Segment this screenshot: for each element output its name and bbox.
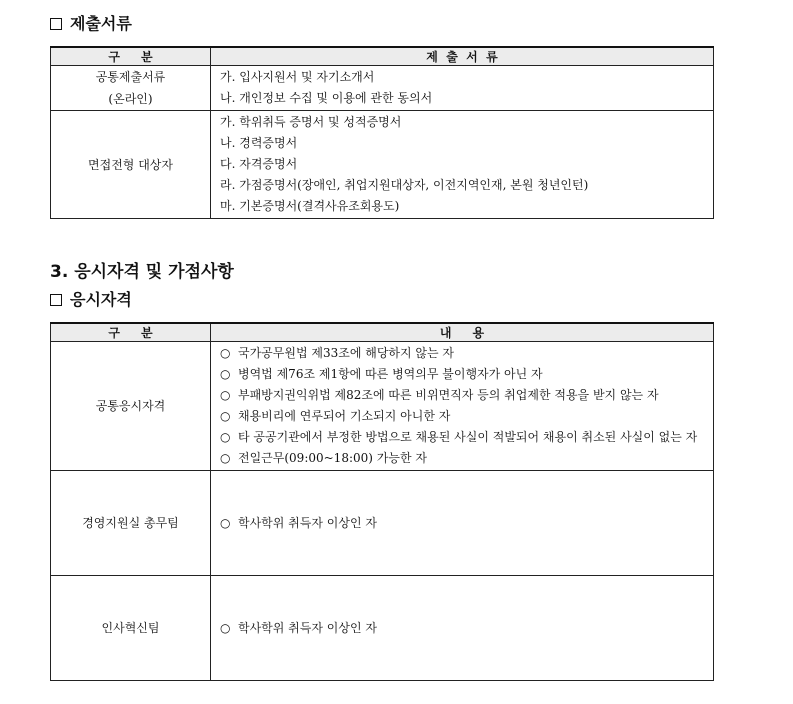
- checkbox-square-icon: [50, 294, 62, 306]
- row-category: 경영지원실 총무팀: [51, 471, 211, 576]
- list-item: ○ 부패방지권익위법 제82조에 따른 비위면직자 등의 취업제한 적용을 받지 않는 자: [220, 385, 713, 406]
- circle-bullet-icon: ○: [220, 451, 231, 465]
- section-title: 3. 응시자격 및 가점사항: [50, 262, 234, 282]
- table-row: [51, 342, 714, 471]
- row-category: 면접전형 대상자: [51, 111, 211, 219]
- submission-documents-table: [50, 46, 714, 219]
- circle-bullet-icon: ○: [220, 388, 231, 402]
- list-item: ○ 국가공무원법 제33조에 해당하지 않는 자: [220, 343, 713, 364]
- list-item: ○ 학사학위 취득자 이상인 자: [220, 513, 713, 534]
- heading-text: 응시자격: [70, 290, 132, 309]
- circle-bullet-icon: ○: [220, 346, 231, 360]
- row-content: [211, 342, 714, 471]
- row-content: [211, 576, 714, 681]
- category-line: 공통제출서류: [95, 70, 166, 84]
- list-item: 가. 입사지원서 및 자기소개서: [220, 70, 375, 84]
- row-category: 인사혁신팀: [51, 576, 211, 681]
- checkbox-square-icon: [50, 18, 62, 30]
- list-item: 가. 학위취득 증명서 및 성적증명서: [220, 115, 402, 129]
- list-item: ○ 병역법 제76조 제1항에 따른 병역의무 불이행자가 아닌 자: [220, 364, 713, 385]
- table-row: [51, 471, 714, 576]
- row-content: [211, 111, 714, 219]
- circle-bullet-icon: ○: [220, 430, 231, 444]
- row-category: 공통응시자격: [51, 342, 211, 471]
- circle-bullet-icon: ○: [220, 515, 231, 530]
- column-header-category: 구 분: [51, 323, 211, 342]
- list-item: ○ 학사학위 취득자 이상인 자: [220, 618, 713, 639]
- column-header-category: 구 분: [51, 47, 211, 66]
- circle-bullet-icon: ○: [220, 367, 231, 381]
- eligibility-table: [50, 322, 714, 681]
- column-header-documents: 제출서류: [211, 47, 714, 66]
- heading-eligibility: [50, 287, 132, 310]
- column-header-content: 내 용: [211, 323, 714, 342]
- list-item: ○ 채용비리에 연루되어 기소되지 아니한 자: [220, 406, 713, 427]
- category-line: (온라인): [108, 92, 153, 106]
- row-content: [211, 471, 714, 576]
- list-item: 라. 가점증명서(장애인, 취업지원대상자, 이전지역인재, 본원 청년인턴): [220, 178, 589, 192]
- table-row: [51, 576, 714, 681]
- circle-bullet-icon: ○: [220, 409, 231, 423]
- table-row: [51, 111, 714, 219]
- list-item: 나. 경력증명서: [220, 136, 298, 150]
- heading-text: 제출서류: [70, 14, 132, 33]
- circle-bullet-icon: ○: [220, 620, 231, 635]
- list-item: 마. 기본증명서(결격사유조회용도): [220, 199, 400, 213]
- row-content: [211, 66, 714, 111]
- table-row: [51, 66, 714, 111]
- list-item: 나. 개인정보 수집 및 이용에 관한 동의서: [220, 91, 433, 105]
- row-category: [51, 66, 211, 111]
- list-item: 다. 자격증명서: [220, 157, 298, 171]
- list-item: ○ 전일근무(09:00~18:00) 가능한 자: [220, 448, 713, 469]
- list-item: ○ 타 공공기관에서 부정한 방법으로 채용된 사실이 적발되어 채용이 취소된 사실이 없는 자: [220, 427, 713, 448]
- heading-submission-documents: [50, 11, 132, 34]
